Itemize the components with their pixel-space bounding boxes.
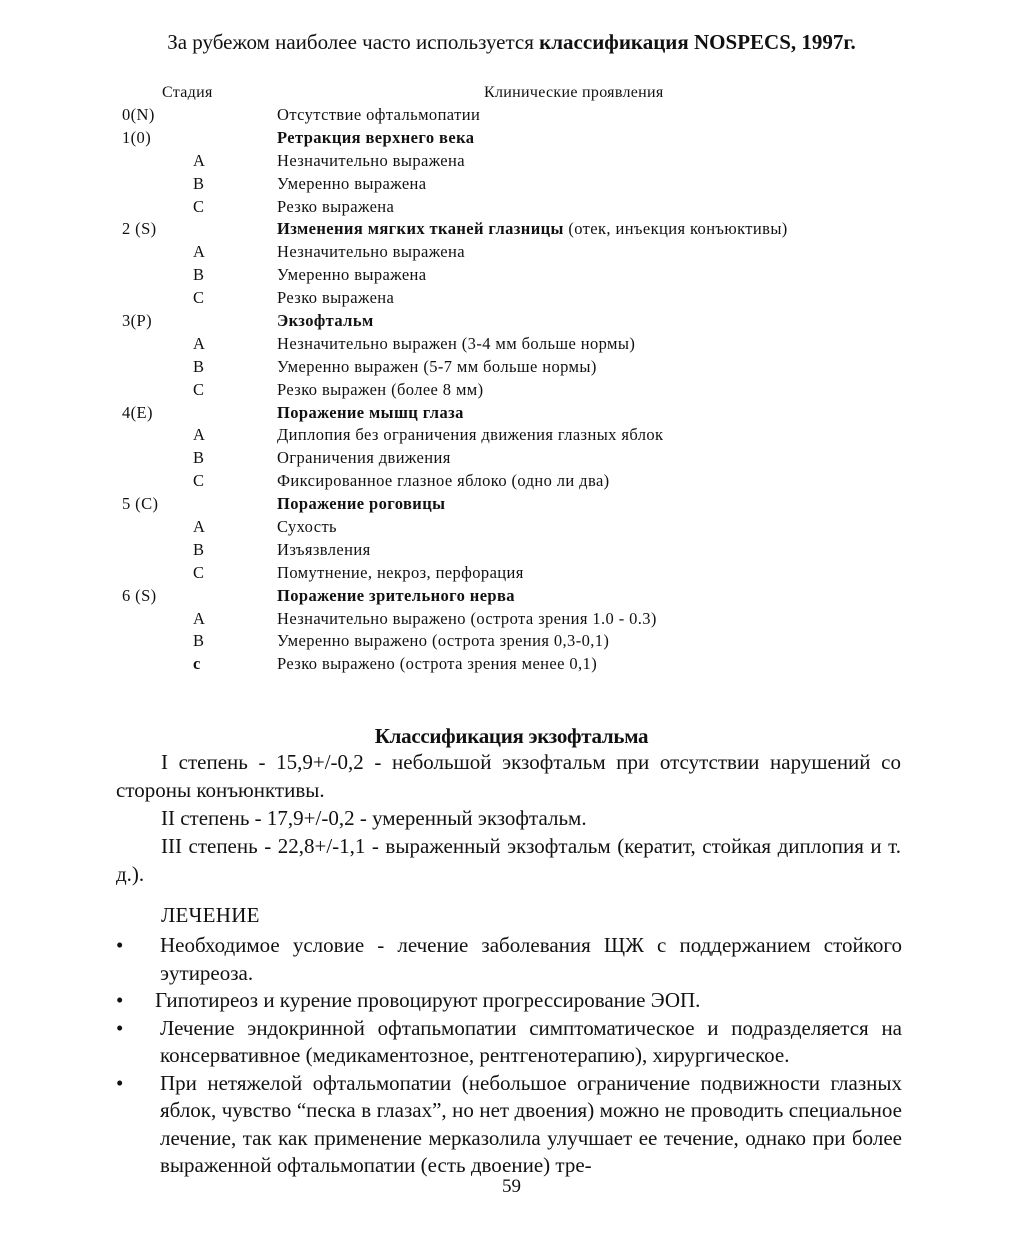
- table-row: [0, 402, 1023, 425]
- stage-cell: 5 (C): [122, 494, 159, 514]
- description-text: Умеренно выражена: [277, 265, 427, 285]
- list-item-text: Лечение эндокринной офтапьмопатии симптоматическое и подразделяется на консервативное (медикаментозное, рентгенотерапию), хирургическое.: [160, 1015, 902, 1067]
- description-cell: [277, 630, 609, 653]
- stage-cell: A: [193, 608, 206, 628]
- column-header-stage: Стадия: [162, 84, 213, 101]
- description-cell: [277, 493, 445, 516]
- table-row: [0, 218, 1023, 241]
- stage-cell: B: [193, 356, 205, 376]
- bullet-icon: •: [116, 988, 124, 1012]
- description-text: Изменения мягких тканей глазницы: [277, 219, 564, 239]
- table-row: [0, 630, 1023, 653]
- description-text: Незначительно выражено (острота зрения 1.0 - 0.3): [277, 608, 657, 628]
- description-cell: [277, 379, 484, 402]
- table-row: [0, 585, 1023, 608]
- stage-cell: C: [193, 471, 205, 491]
- stage-cell: B: [193, 173, 205, 193]
- description-text: Незначительно выражена: [277, 150, 465, 170]
- stage-cell: A: [193, 517, 206, 537]
- description-text: Экзофтальм: [277, 311, 374, 331]
- heading-text: За рубежом наиболее часто используется: [167, 30, 540, 54]
- bullet-icon: •: [116, 1070, 124, 1095]
- heading-bold-text: классификация NOSPECS, 1997г.: [539, 30, 856, 54]
- description-text: Сухость: [277, 517, 337, 537]
- table-row: [0, 173, 1023, 196]
- stage-cell: 2 (S): [122, 219, 157, 239]
- description-text: Незначительно выражен (3-4 мм больше нормы): [277, 333, 636, 353]
- list-item-text: Гипотиреоз и курение провоцируют прогрессирование ЭОП.: [155, 988, 701, 1012]
- table-row: [0, 264, 1023, 287]
- description-text: Резко выражена: [277, 288, 395, 308]
- table-row: [0, 196, 1023, 219]
- description-text: Поражение зрительного нерва: [277, 585, 515, 605]
- stage-cell: c: [193, 654, 201, 674]
- description-cell: [277, 173, 427, 196]
- description-text: Изъязвления: [277, 539, 371, 559]
- exophthalmos-classification: [116, 748, 901, 888]
- description-cell: [277, 127, 474, 150]
- table-row: [0, 287, 1023, 310]
- description-cell: [277, 287, 394, 310]
- description-cell: [277, 516, 337, 539]
- table-row: [0, 424, 1023, 447]
- table-row: [0, 379, 1023, 402]
- exo-paragraph: II степень - 17,9+/-0,2 - умеренный экзофтальм.: [161, 806, 587, 830]
- stage-cell: C: [193, 288, 205, 308]
- bullet-icon: •: [116, 933, 124, 957]
- exo-paragraph: III степень - 22,8+/-1,1 - выраженный экзофтальм (кератит, стойкая диплопия и т. д.).: [116, 834, 901, 886]
- table-row: [0, 104, 1023, 127]
- list-item: [0, 1015, 1023, 1070]
- stage-cell: 3(P): [122, 311, 153, 331]
- page-heading: [0, 30, 1023, 55]
- nospecs-table: [0, 104, 1023, 676]
- list-item: [0, 987, 1023, 1015]
- stage-cell: B: [193, 265, 205, 285]
- stage-cell: 0(N): [122, 105, 155, 124]
- description-cell: [277, 653, 597, 676]
- description-text: Резко выражено (острота зрения менее 0,1): [277, 654, 598, 674]
- list-item-text: Необходимое условие - лечение заболевания ЩЖ с поддержанием стойкого эутиреоза.: [160, 933, 902, 985]
- stage-cell: B: [193, 631, 205, 651]
- table-row: [0, 356, 1023, 379]
- description-cell: [277, 562, 524, 585]
- description-text: Ретракция верхнего века: [277, 127, 475, 147]
- description-text: Умеренно выражен (5-7 мм больше нормы): [277, 356, 597, 376]
- description-cell: [277, 585, 515, 608]
- description-text: Незначительно выражена: [277, 242, 465, 262]
- table-row: [0, 310, 1023, 333]
- stage-cell: 6 (S): [122, 585, 157, 605]
- description-text: Умеренно выражена: [277, 173, 427, 193]
- stage-cell: A: [193, 242, 206, 262]
- description-text: Отсутствие офтальмопатии: [277, 105, 481, 124]
- description-cell: [277, 241, 465, 264]
- table-row: [0, 470, 1023, 493]
- description-cell: [277, 218, 788, 241]
- table-row: [0, 447, 1023, 470]
- table-row: [0, 333, 1023, 356]
- description-text: Фиксированное глазное яблоко (одно ли два): [277, 471, 610, 491]
- stage-cell: C: [193, 562, 205, 582]
- description-cell: [277, 264, 427, 287]
- description-text: Ограничения движения: [277, 448, 451, 468]
- description-cell: [277, 310, 374, 333]
- description-cell: [277, 470, 610, 493]
- description-text: Диплопия без ограничения движения глазных яблок: [277, 425, 664, 445]
- description-cell: [277, 104, 480, 127]
- stage-cell: 1(0): [122, 127, 152, 147]
- description-text: Резко выражен (более 8 мм): [277, 379, 484, 399]
- table-row: [0, 653, 1023, 676]
- table-row: [0, 516, 1023, 539]
- description-cell: [277, 447, 451, 470]
- description-text: Помутнение, некроз, перфорация: [277, 562, 524, 582]
- table-row: [0, 493, 1023, 516]
- description-text: Резко выражена: [277, 196, 395, 216]
- description-cell: [277, 539, 371, 562]
- description-cell: [277, 424, 663, 447]
- description-cell: [277, 196, 394, 219]
- list-item: [0, 1070, 1023, 1180]
- table-row: [0, 562, 1023, 585]
- page-number: 59: [502, 1176, 521, 1197]
- exophthalmos-classification-title: Классификация экзофтальма: [374, 724, 649, 748]
- description-cell: [277, 150, 465, 173]
- table-row: [0, 241, 1023, 264]
- stage-cell: A: [193, 425, 206, 445]
- description-text: Поражение роговицы: [277, 494, 446, 514]
- description-extra-text: (отек, инъекция конъюктивы): [563, 219, 788, 239]
- table-row: [0, 150, 1023, 173]
- stage-cell: 4(E): [122, 402, 153, 422]
- stage-cell: A: [193, 333, 206, 353]
- description-cell: [277, 356, 597, 379]
- description-cell: [277, 608, 657, 631]
- description-cell: [277, 402, 464, 425]
- table-row: [0, 608, 1023, 631]
- exo-paragraph: I степень - 15,9+/-0,2 - небольшой экзофтальм при отсутствии нарушений со стороны конъюнктивы.: [116, 750, 901, 802]
- list-item-text: При нетяжелой офтальмопатии (небольшое ограничение подвижности глазных яблок, чувство “песка в глазах”, но нет двоения) можно не проводить специальное лечение, так как применение мерказолила улучшает ее течение, однако при более выраженной офтальмопатии (есть двоение) тре-: [160, 1070, 902, 1177]
- description-cell: [277, 333, 635, 356]
- column-header-clinical: Клинические проявления: [484, 84, 664, 101]
- stage-cell: B: [193, 539, 205, 559]
- description-text: Умеренно выражено (острота зрения 0,3-0,1): [277, 631, 610, 651]
- table-row: [0, 539, 1023, 562]
- treatment-title: ЛЕЧЕНИЕ: [161, 903, 260, 927]
- bullet-icon: •: [116, 1015, 124, 1040]
- stage-cell: B: [193, 448, 205, 468]
- stage-cell: A: [193, 150, 206, 170]
- stage-cell: C: [193, 379, 205, 399]
- list-item: [0, 932, 1023, 987]
- treatment-list: [0, 932, 1023, 1180]
- description-text: Поражение мышц глаза: [277, 402, 464, 422]
- stage-cell: C: [193, 196, 205, 216]
- table-row: [0, 127, 1023, 150]
